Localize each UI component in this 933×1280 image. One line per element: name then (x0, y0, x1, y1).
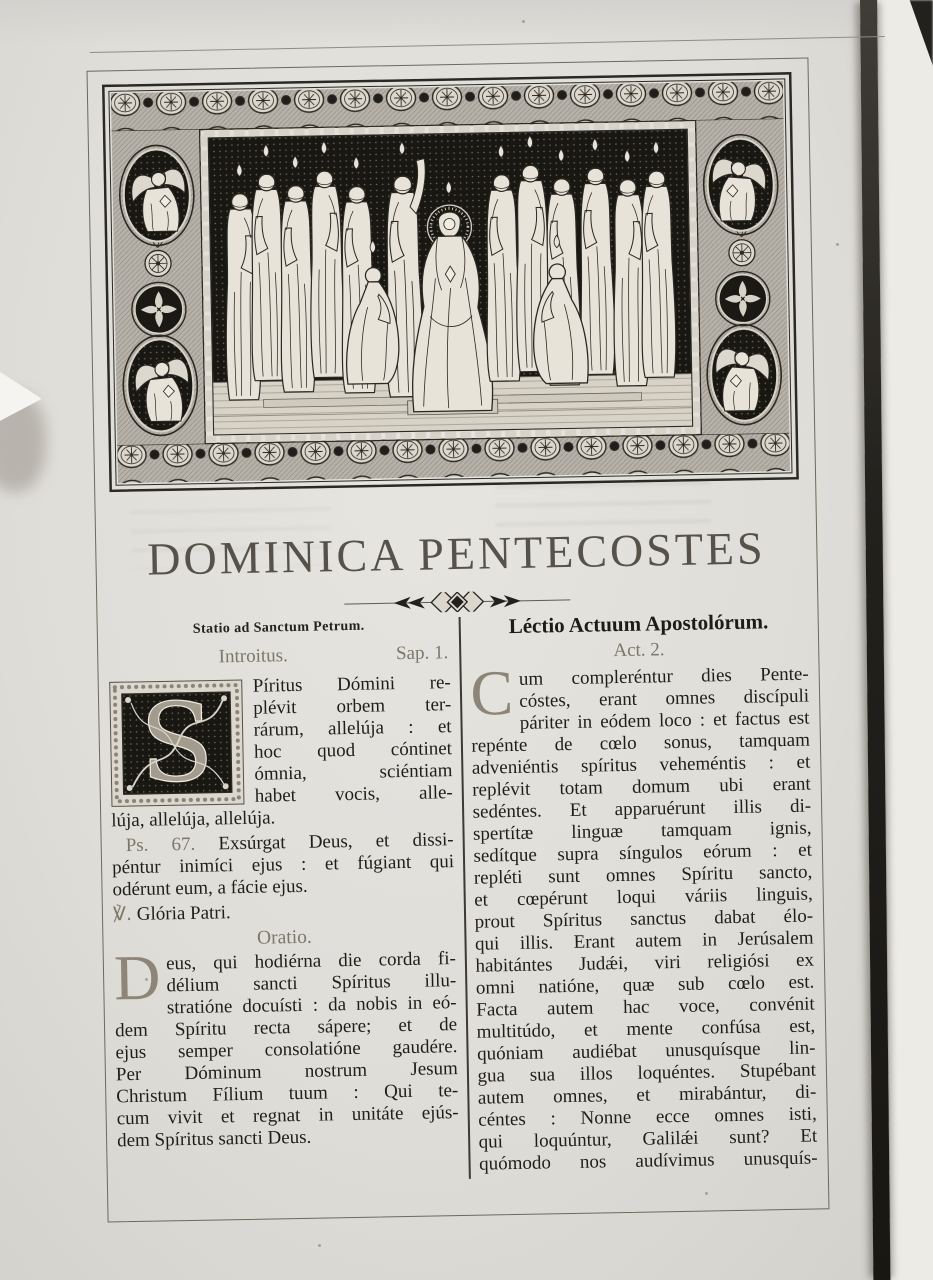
initial-s-icon (109, 679, 245, 807)
text-line: autem omnes, et mirabántur, di- (477, 1081, 817, 1109)
initial-d: D (113, 941, 161, 1014)
text-line: habitántes Judǽi, viri religiósi ex (475, 949, 815, 977)
text-line: cum vivit et regnat in unitáte ejús- (116, 1102, 459, 1130)
text-line: Ps. 67. Exsúrgat Deus, et dissi- (125, 829, 454, 857)
text-line: adveniéntis spíritus veheméntis : et (471, 751, 811, 779)
text-line: páriter in eódem loco : et factus est (519, 707, 810, 734)
versicle-sign: ℣. (112, 903, 133, 926)
text-columns (108, 607, 819, 1216)
text-line: Facta autem hac voce, convénit (476, 993, 815, 1021)
station-rubric: Statio ad Sanctum Petrum. (192, 618, 365, 637)
text-line: hoc quod cóntinet (253, 738, 453, 763)
text-line: replévit totam domum ubi erant (472, 773, 811, 801)
pentecost-engraving-svg (102, 72, 799, 493)
text-line: multitúdo, et mente confúsa est, (476, 1015, 816, 1043)
text-line: quóniam audiébat unusquísque lin- (476, 1037, 816, 1065)
text-line: um compleréntur dies Pente- (518, 663, 809, 690)
text-line: lúja, allelúja, allelúja. (111, 807, 276, 832)
text-line: qui illis. Erant autem in Jerúsalem (474, 927, 814, 955)
text-line: odérunt eum, a fácie ejus. (112, 875, 308, 901)
text-line: qui loquúntur, Galilǽi sunt? Et (478, 1125, 818, 1153)
text-line: dem Spíritus sancti Deus. (116, 1126, 312, 1152)
text-line: habet vocis, alle- (254, 782, 453, 807)
text-line: repénte de cœlo sonus, tamquam (471, 729, 811, 757)
text-line: stratióne docuísti : da nobis in eó- (166, 992, 457, 1019)
column-rule (459, 617, 471, 1179)
text-line: Christum Fílium tuum : Qui te- (116, 1080, 459, 1108)
text-line: gua sua illos loquéntes. Stupébant (477, 1059, 817, 1087)
text-line: délium sancti Spíritus illu- (166, 970, 457, 997)
text-line: sedítque supra síngulos eórum : et (473, 839, 813, 867)
page-frame (87, 57, 830, 1222)
decorated-initial-s (109, 679, 245, 807)
text-line: sedéntes. Et apparuérunt illis di- (472, 795, 812, 823)
photo-corner-shadow (897, 0, 933, 66)
text-line: omni natióne, quæ sub cœlo est. (475, 971, 815, 999)
divider-icon (342, 590, 572, 614)
versicle-text: Glória Patri. (136, 902, 231, 925)
initial-c: C (469, 657, 514, 729)
text-line: Per Dóminum nostrum Jesum (115, 1058, 459, 1086)
introit-heading (108, 642, 450, 670)
introit-paragraph (109, 672, 454, 832)
adjacent-page-edge (878, 0, 933, 1280)
page-title: DOMINICA PENTECOSTES (146, 522, 767, 585)
collect-paragraph (113, 941, 460, 1152)
svg-text:S: S (138, 680, 215, 807)
versicle (113, 897, 455, 926)
oratio-label: Oratio. (256, 926, 312, 949)
right-column (469, 607, 818, 1209)
text-line: quómodo nos audívimus unusquís- (478, 1147, 818, 1175)
text-line: plévit orbem ter- (253, 694, 452, 719)
dust-speck (836, 243, 839, 246)
text-line: cóstes, erant omnes discípuli (519, 685, 810, 712)
book-spine-shadow (860, 0, 890, 1280)
photo-top-shading (0, 0, 933, 46)
text-line: prout Spíritus sanctus dabat élo- (474, 905, 814, 933)
text-line: céntes : Nonne ecce omnes isti, (478, 1103, 817, 1131)
text-line: repléti sunt omnes Spíritu sancto, (473, 861, 813, 889)
text-line: et cœpérunt loqui váriis linguis, (474, 883, 813, 911)
text-line: rárum, allelúja : et (253, 716, 452, 741)
introit-reference: Sap. 1. (395, 642, 449, 665)
text-line: péntur inimíci ejus : et fúgiant qui (111, 851, 455, 879)
lesson-reference: Act. 2. (613, 639, 665, 662)
introit-label: Introitus. (218, 645, 289, 668)
left-edge-highlight (0, 368, 42, 424)
dust-speck (522, 20, 525, 23)
lesson-paragraph (469, 657, 818, 1176)
text-line: ómnia, sciéntiam (254, 760, 453, 785)
text-line: eus, qui hodiérna die corda fi- (165, 948, 457, 975)
psalm-verse (112, 829, 455, 901)
text-line: spertítæ linguæ tamquam ignis, (472, 817, 812, 845)
text-line: dem Spíritu recta sápere; et de (114, 1014, 458, 1042)
text-line: ejus semper consolatióne gaudére. (115, 1036, 458, 1064)
dust-speck (318, 1244, 321, 1247)
left-column (108, 613, 461, 1215)
psalm-number: Ps. 67. (125, 833, 219, 857)
lesson-title: Léctio Actuum Apostolórum. (508, 609, 769, 639)
text-line: Píritus Dómini re- (252, 672, 451, 697)
left-edge-shadow (0, 392, 46, 492)
pentecost-engraving (102, 72, 799, 493)
